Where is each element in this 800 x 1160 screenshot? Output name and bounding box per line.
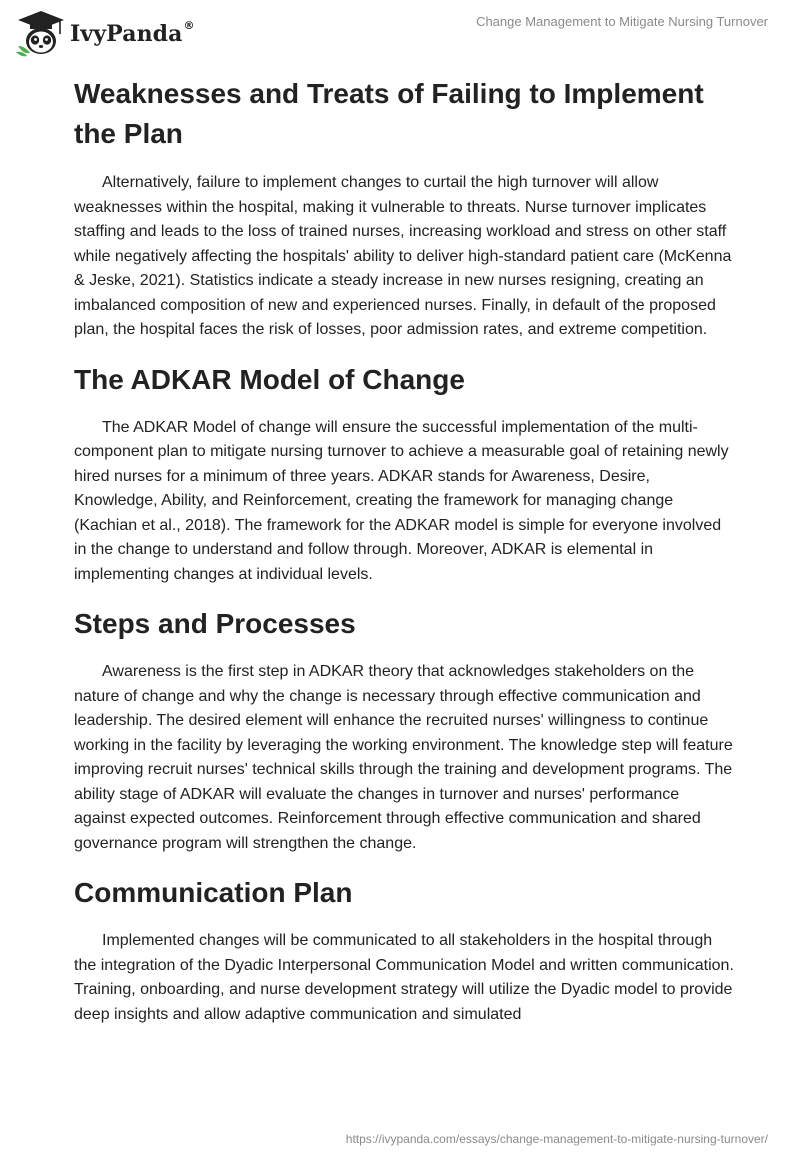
paragraph-communication: Implemented changes will be communicated to all stakeholders in the hospital through the integration of the Dyadic Interpersonal Communication Model and written communication. Training, onboarding, and nurse development strategy will utilize the Dyadic model to provide deep insights and allow adaptive communication and simulated [74,932,734,1023]
section-heading-steps: Steps and Processes [74,608,356,639]
document-title: Change Management to Mitigate Nursing Turnover [476,14,768,29]
registered-mark: ® [183,19,195,32]
page-header [0,0,800,60]
section-heading-weaknesses: Weaknesses and Treats of Failing to Implement the Plan [74,78,704,149]
paragraph-adkar: The ADKAR Model of change will ensure the successful implementation of the multi-component plan to mitigate nursing turnover to achieve a measurable goal of retaining newly hired nurses for a minimum of three years. ADKAR stands for Awareness, Desire, Knowledge, Ability, and Reinforcement, creating the framework for managing change (Kachian et al., 2018). The framework for the ADKAR model is simple for everyone involved in the change to understand and follow through. Moreover, ADKAR is elemental in implementing changes at individual levels. [74,418,729,583]
logo[interactable] [14,8,195,58]
section-heading-communication: Communication Plan [74,877,353,908]
paragraph-steps: Awareness is the first step in ADKAR theory that acknowledges stakeholders on the nature of change and why the change is necessary through effective communication and leadership. The desired element will enhance the recruited nurses' willingness to continue working in the facility by leveraging the working environment. The knowledge step will feature improving recruit nurses' technical skills through the training and development programs. The ability stage of ADKAR will evaluate the changes in turnover and nurses' performance against expected outcomes. Reinforcement through effective communication and shared governance program will strengthen the change. [74,663,733,852]
paragraph-weaknesses: Alternatively, failure to implement changes to curtail the high turnover will allow weaknesses within the hospital, making it vulnerable to threats. Nurse turnover implicates staffing and leads to the loss of trained nurses, increasing workload and stress on other staff while negatively affecting the hospitals' ability to deliver high-standard patient care (McKenna & Jeske, 2021). Statistics indicate a steady increase in new nurses resigning, creating an imbalanced composition of new and experienced nurses. Finally, in default of the proposed plan, the hospital faces the risk of losses, poor admission rates, and extreme competition. [74,174,732,338]
logo-text: IvyPanda® [70,19,195,47]
source-url-link[interactable]: https://ivypanda.com/essays/change-management-to-mitigate-nursing-turnover/ [345,1132,768,1146]
panda-graduate-icon [14,8,68,58]
section-heading-adkar: The ADKAR Model of Change [74,363,465,395]
essay-content [74,74,734,1027]
